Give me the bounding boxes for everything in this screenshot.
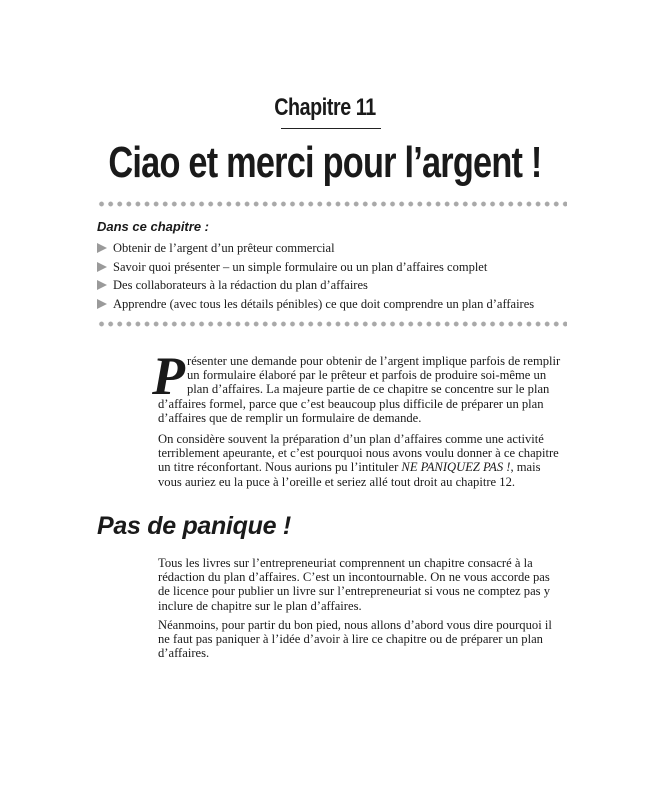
list-item [97,239,534,258]
triangle-bullet-icon [97,280,107,290]
chapter-label-underline [281,128,381,129]
section-paragraph-1: Tous les livres sur l’entrepreneuriat comprennent un chapitre consacré à la rédaction du plan d’affaires. C’est un incontournable. On ne vous accorde pas de licence pour publier un livre sur l’entrepreneuriat si vous ne comptez pas y inclure de chapitre sur le plan d’affaires. [158,556,551,613]
triangle-bullet-icon [97,243,107,253]
intro-paragraph-2-text-a: On considère souvent la préparation d’un plan d’affaires comme une activité terriblement apeurante, et c’est pourquoi nous avons voulu donner à ce chapitre un titre réconfortant. Nous aurions pu l’intituler [158,432,559,475]
chapter-label: Chapitre 11 [274,94,376,121]
list-item-text: Savoir quoi présenter – un simple formulaire ou un plan d’affaires complet [113,259,488,274]
dotted-divider-top [97,201,567,207]
triangle-bullet-icon [97,299,107,309]
triangle-bullet-icon [97,262,107,272]
list-item-text: Apprendre (avec tous les détails pénibles) ce que doit comprendre un plan d’affaires [113,296,535,311]
dotted-divider-bottom [97,321,567,327]
in-chapter-list [97,239,534,313]
intro-paragraph-2-text-b: , mais vous auriez eu la puce à l’oreille et seriez allé tout droit au chapitre 12. [158,460,541,489]
intro-paragraph-1 [152,346,564,425]
drop-cap: P [152,346,185,406]
intro-paragraph-2-emphasis: NE PANIQUEZ PAS ! [401,460,511,475]
intro-paragraph-2 [158,432,564,489]
list-item-text: Des collaborateurs à la rédaction du plan d’affaires [113,278,368,293]
intro-paragraph-1-text: résenter une demande pour obtenir de l’argent implique parfois de remplir un formulaire élaboré par le prêteur et parfois de produire soi-même un plan d’affaires. La majeure partie de ce chapitre se concentre sur le plan d’affaires formel, parce que c’est beaucoup plus difficile de préparer un plan d’affaires que de remplir un formulaire de demande. [158,354,561,425]
section-paragraph-2: Néanmoins, pour partir du bon pied, nous allons d’abord vous dire pourquoi il ne faut pas paniquer à l’idée d’avoir à lire ce chapitre ou de préparer un plan d’affaires. [158,618,552,661]
list-item [97,276,534,295]
list-item-text: Obtenir de l’argent d’un prêteur commercial [113,241,335,256]
list-item [97,295,534,314]
in-chapter-heading: Dans ce chapitre : [97,219,209,234]
list-item [97,258,534,277]
chapter-title: Ciao et merci pour l’argent ! [108,138,542,187]
section-title: Pas de panique ! [97,512,291,540]
